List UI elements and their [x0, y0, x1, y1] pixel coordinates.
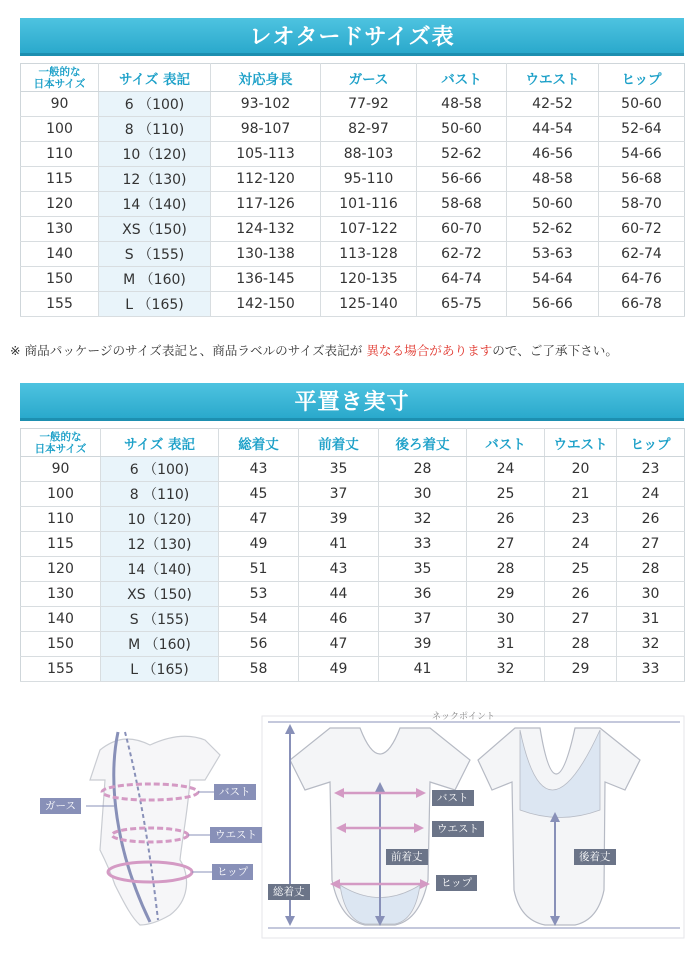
table-row: [21, 457, 685, 482]
measurement-cell: 45: [219, 482, 299, 507]
size-label-cell: S （155): [99, 242, 211, 267]
size-label-cell: S （155): [101, 607, 219, 632]
measurement-cell: 49: [299, 657, 379, 682]
column-header: 一般的な 日本サイズ: [21, 429, 101, 457]
table-row: [21, 167, 685, 192]
measurement-diagram: [0, 700, 700, 960]
measurement-cell: 54-66: [599, 142, 685, 167]
japan-size-cell: 150: [21, 632, 101, 657]
measurement-cell: 27: [545, 607, 617, 632]
measurement-cell: 112-120: [211, 167, 321, 192]
measurement-cell: 42-52: [507, 92, 599, 117]
back-length-label: 後着丈: [574, 849, 616, 865]
table-row: [21, 142, 685, 167]
measurement-cell: 25: [545, 557, 617, 582]
measurement-cell: 101-116: [321, 192, 417, 217]
measurement-cell: 48-58: [417, 92, 507, 117]
measurement-cell: 113-128: [321, 242, 417, 267]
measurement-cell: 51: [219, 557, 299, 582]
size-label-cell: 10（120): [99, 142, 211, 167]
measurement-cell: 47: [219, 507, 299, 532]
measurement-cell: 28: [467, 557, 545, 582]
size-label-cell: XS（150): [101, 582, 219, 607]
front-length-label: 前着丈: [386, 849, 428, 865]
measurement-cell: 136-145: [211, 267, 321, 292]
table-row: [21, 117, 685, 142]
measurement-cell: 26: [467, 507, 545, 532]
table-row: [21, 292, 685, 317]
size-label-cell: 14（140): [99, 192, 211, 217]
measurement-cell: 56-66: [507, 292, 599, 317]
measurement-cell: 37: [379, 607, 467, 632]
measurement-cell: 46-56: [507, 142, 599, 167]
japan-size-cell: 140: [21, 607, 101, 632]
measurement-cell: 53: [219, 582, 299, 607]
measurement-cell: 30: [617, 582, 685, 607]
japan-size-cell: 115: [21, 167, 99, 192]
measurement-cell: 93-102: [211, 92, 321, 117]
table-row: [21, 217, 685, 242]
measurement-cell: 39: [299, 507, 379, 532]
measurement-cell: 49: [219, 532, 299, 557]
measurement-cell: 58-68: [417, 192, 507, 217]
column-header: 後ろ着丈: [379, 429, 467, 457]
measurement-cell: 21: [545, 482, 617, 507]
measurement-cell: 24: [545, 532, 617, 557]
measurement-cell: 54-64: [507, 267, 599, 292]
waist-label: ウエスト: [210, 827, 262, 843]
measurement-cell: 23: [617, 457, 685, 482]
measurement-cell: 31: [467, 632, 545, 657]
table-row: [21, 557, 685, 582]
table-row: [21, 532, 685, 557]
table-row: [21, 657, 685, 682]
japan-size-cell: 100: [21, 482, 101, 507]
size-label-cell: M （160): [101, 632, 219, 657]
size-label-cell: 6 （100): [101, 457, 219, 482]
measurement-cell: 29: [545, 657, 617, 682]
size-label-cell: 12（130): [101, 532, 219, 557]
measurement-cell: 27: [467, 532, 545, 557]
measurement-cell: 35: [379, 557, 467, 582]
measurement-cell: 117-126: [211, 192, 321, 217]
measurement-cell: 32: [467, 657, 545, 682]
measurement-cell: 31: [617, 607, 685, 632]
flat-measure-table: [20, 428, 685, 682]
measurement-cell: 41: [379, 657, 467, 682]
japan-size-cell: 155: [21, 292, 99, 317]
japan-size-cell: 140: [21, 242, 99, 267]
measurement-cell: 56: [219, 632, 299, 657]
japan-size-cell: 110: [21, 142, 99, 167]
girth-label: ガース: [40, 798, 81, 814]
measurement-cell: 95-110: [321, 167, 417, 192]
notice-text-end: ので、ご了承下さい。: [492, 343, 618, 358]
measurement-cell: 52-64: [599, 117, 685, 142]
measurement-cell: 56-68: [599, 167, 685, 192]
measurement-cell: 37: [299, 482, 379, 507]
measurement-cell: 43: [219, 457, 299, 482]
column-header: ウエスト: [545, 429, 617, 457]
measurement-cell: 50-60: [599, 92, 685, 117]
size-label-cell: L （165): [99, 292, 211, 317]
measurement-cell: 88-103: [321, 142, 417, 167]
column-header: サイズ 表記: [99, 64, 211, 92]
table-row: [21, 92, 685, 117]
size-label-cell: XS（150): [99, 217, 211, 242]
measurement-cell: 53-63: [507, 242, 599, 267]
column-header: バスト: [467, 429, 545, 457]
measurement-cell: 56-66: [417, 167, 507, 192]
measurement-cell: 44-54: [507, 117, 599, 142]
bust-label: バスト: [214, 784, 256, 800]
measurement-cell: 130-138: [211, 242, 321, 267]
measurement-cell: 28: [379, 457, 467, 482]
measurement-cell: 125-140: [321, 292, 417, 317]
column-header: サイズ 表記: [101, 429, 219, 457]
measurement-cell: 47: [299, 632, 379, 657]
measurement-cell: 24: [617, 482, 685, 507]
measurement-cell: 65-75: [417, 292, 507, 317]
measurement-cell: 52-62: [507, 217, 599, 242]
measurement-cell: 20: [545, 457, 617, 482]
column-header: 対応身長: [211, 64, 321, 92]
measurement-cell: 27: [617, 532, 685, 557]
column-header: ヒップ: [599, 64, 685, 92]
measurement-cell: 142-150: [211, 292, 321, 317]
measurement-cell: 62-72: [417, 242, 507, 267]
table-row: [21, 192, 685, 217]
table-header-row: [21, 429, 685, 457]
size-label-cell: M （160): [99, 267, 211, 292]
measurement-cell: 25: [467, 482, 545, 507]
table-row: [21, 482, 685, 507]
measurement-cell: 43: [299, 557, 379, 582]
flat-bust-label: バスト: [432, 790, 474, 806]
measurement-cell: 30: [379, 482, 467, 507]
measurement-cell: 52-62: [417, 142, 507, 167]
measurement-cell: 33: [379, 532, 467, 557]
size-label-cell: L （165): [101, 657, 219, 682]
japan-size-cell: 90: [21, 92, 99, 117]
measurement-cell: 58-70: [599, 192, 685, 217]
size-label-cell: 8 （110): [99, 117, 211, 142]
japan-size-cell: 115: [21, 532, 101, 557]
column-header: 前着丈: [299, 429, 379, 457]
measurement-cell: 60-70: [417, 217, 507, 242]
measurement-cell: 36: [379, 582, 467, 607]
size-chart-banner: [20, 18, 684, 56]
measurement-cell: 64-74: [417, 267, 507, 292]
measurement-cell: 58: [219, 657, 299, 682]
table-row: [21, 632, 685, 657]
size-label-cell: 8 （110): [101, 482, 219, 507]
measurement-cell: 28: [545, 632, 617, 657]
measurement-cell: 26: [545, 582, 617, 607]
measurement-cell: 39: [379, 632, 467, 657]
size-label-cell: 12（130): [99, 167, 211, 192]
size-label-cell: 10（120): [101, 507, 219, 532]
table-row: [21, 582, 685, 607]
measurement-cell: 41: [299, 532, 379, 557]
size-notice: [10, 340, 700, 359]
measurement-cell: 32: [617, 632, 685, 657]
measurement-cell: 66-78: [599, 292, 685, 317]
measurement-cell: 48-58: [507, 167, 599, 192]
neck-point-label: ネックポイント: [432, 712, 496, 722]
table-row: [21, 607, 685, 632]
measurement-cell: 62-74: [599, 242, 685, 267]
japan-size-cell: 100: [21, 117, 99, 142]
japan-size-cell: 155: [21, 657, 101, 682]
measurement-cell: 32: [379, 507, 467, 532]
flat-waist-label: ウエスト: [432, 821, 484, 837]
measurement-cell: 46: [299, 607, 379, 632]
column-header: 総着丈: [219, 429, 299, 457]
measurement-cell: 105-113: [211, 142, 321, 167]
measurement-cell: 28: [617, 557, 685, 582]
measurement-cell: 50-60: [507, 192, 599, 217]
measurement-cell: 29: [467, 582, 545, 607]
column-header: バスト: [417, 64, 507, 92]
japan-size-cell: 130: [21, 582, 101, 607]
table-row: [21, 242, 685, 267]
total-length-label: 総着丈: [268, 884, 310, 900]
measurement-cell: 26: [617, 507, 685, 532]
size-chart-title: レオタードサイズ表: [249, 25, 455, 50]
table-row: [21, 507, 685, 532]
measurement-cell: 98-107: [211, 117, 321, 142]
japan-size-cell: 120: [21, 557, 101, 582]
measurement-cell: 120-135: [321, 267, 417, 292]
leotard-size-table: [20, 63, 685, 317]
measurement-cell: 24: [467, 457, 545, 482]
flat-measure-title: 平置き実寸: [294, 390, 410, 415]
measurement-cell: 33: [617, 657, 685, 682]
measurement-cell: 54: [219, 607, 299, 632]
table-row: [21, 267, 685, 292]
size-label-cell: 6 （100): [99, 92, 211, 117]
notice-highlight: 異なる場合があります: [366, 343, 493, 358]
measurement-cell: 50-60: [417, 117, 507, 142]
measurement-cell: 64-76: [599, 267, 685, 292]
measurement-illustration: [0, 700, 700, 960]
measurement-cell: 23: [545, 507, 617, 532]
measurement-cell: 124-132: [211, 217, 321, 242]
japan-size-cell: 130: [21, 217, 99, 242]
column-header: ガース: [321, 64, 417, 92]
flat-hip-label: ヒップ: [436, 875, 477, 891]
measurement-cell: 44: [299, 582, 379, 607]
measurement-cell: 60-72: [599, 217, 685, 242]
flat-measure-banner: [20, 383, 684, 421]
size-label-cell: 14（140): [101, 557, 219, 582]
hip-label: ヒップ: [212, 864, 253, 880]
measurement-cell: 107-122: [321, 217, 417, 242]
measurement-cell: 82-97: [321, 117, 417, 142]
japan-size-cell: 150: [21, 267, 99, 292]
japan-size-cell: 90: [21, 457, 101, 482]
column-header: ヒップ: [617, 429, 685, 457]
measurement-cell: 77-92: [321, 92, 417, 117]
measurement-cell: 30: [467, 607, 545, 632]
body-figure: [90, 736, 220, 925]
notice-text: ※ 商品パッケージのサイズ表記と、商品ラベルのサイズ表記が: [10, 343, 367, 358]
back-garment: [478, 728, 640, 925]
japan-size-cell: 120: [21, 192, 99, 217]
column-header: ウエスト: [507, 64, 599, 92]
measurement-cell: 35: [299, 457, 379, 482]
table-header-row: [21, 64, 685, 92]
japan-size-cell: 110: [21, 507, 101, 532]
column-header: 一般的な 日本サイズ: [21, 64, 99, 92]
